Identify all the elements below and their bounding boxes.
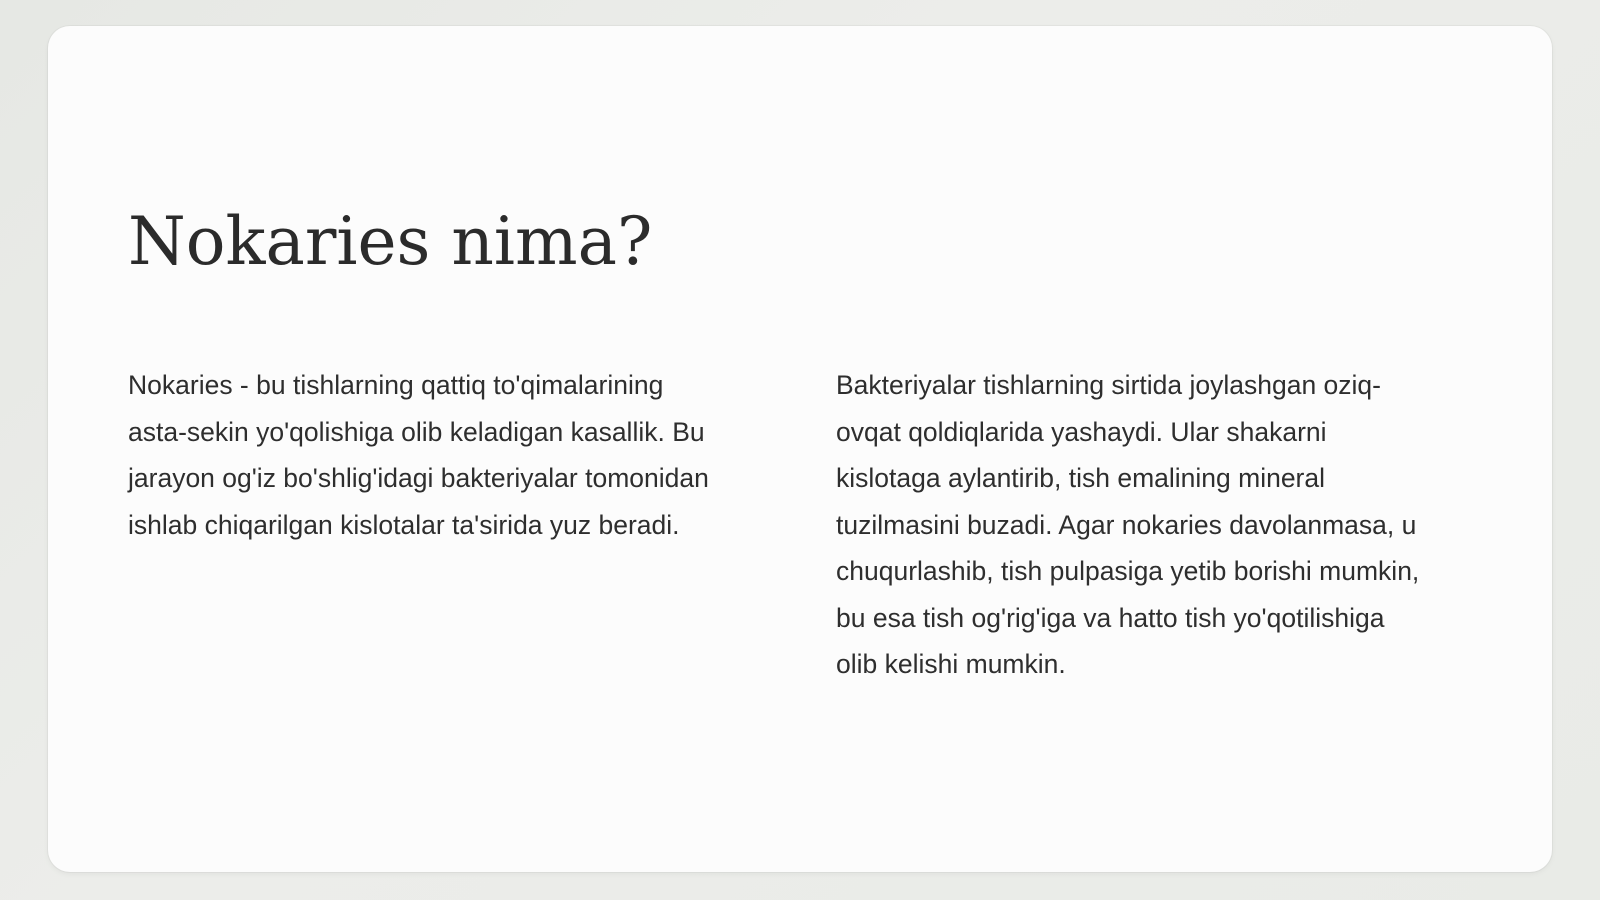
paragraph-line: Bakteriyalar tishlarning sirtida joylashgan oziq-: [836, 370, 1381, 400]
paragraph-line: jarayon og'iz bo'shlig'idagi bakteriyalar tomonidan: [128, 463, 709, 493]
paragraph-line: Nokaries - bu tishlarning qattiq to'qimalarining: [128, 370, 664, 400]
paragraph-line: kislotaga aylantirib, tish emalining mineral: [836, 463, 1326, 493]
paragraph-line: tuzilmasini buzadi. Agar nokaries davolanmasa, u: [836, 509, 1417, 540]
paragraph-line: asta-sekin yo'qolishiga olib keladigan kasallik. Bu: [128, 416, 705, 447]
paragraph-line: ishlab chiqarilgan kislotalar ta'sirida yuz beradi.: [128, 509, 680, 540]
slide-title: Nokaries nima?: [128, 203, 653, 280]
text-column-left: [128, 362, 778, 548]
paragraph-line: olib kelishi mumkin.: [836, 649, 1066, 679]
text-column-right: [836, 362, 1486, 688]
paragraph-line: ovqat qoldiqlarida yashaydi. Ular shakarni: [836, 416, 1327, 447]
paragraph-line: chuqurlashib, tish pulpasiga yetib borishi mumkin,: [836, 556, 1420, 586]
paragraph-line: bu esa tish og'rig'iga va hatto tish yo'qotilishiga: [836, 602, 1385, 633]
